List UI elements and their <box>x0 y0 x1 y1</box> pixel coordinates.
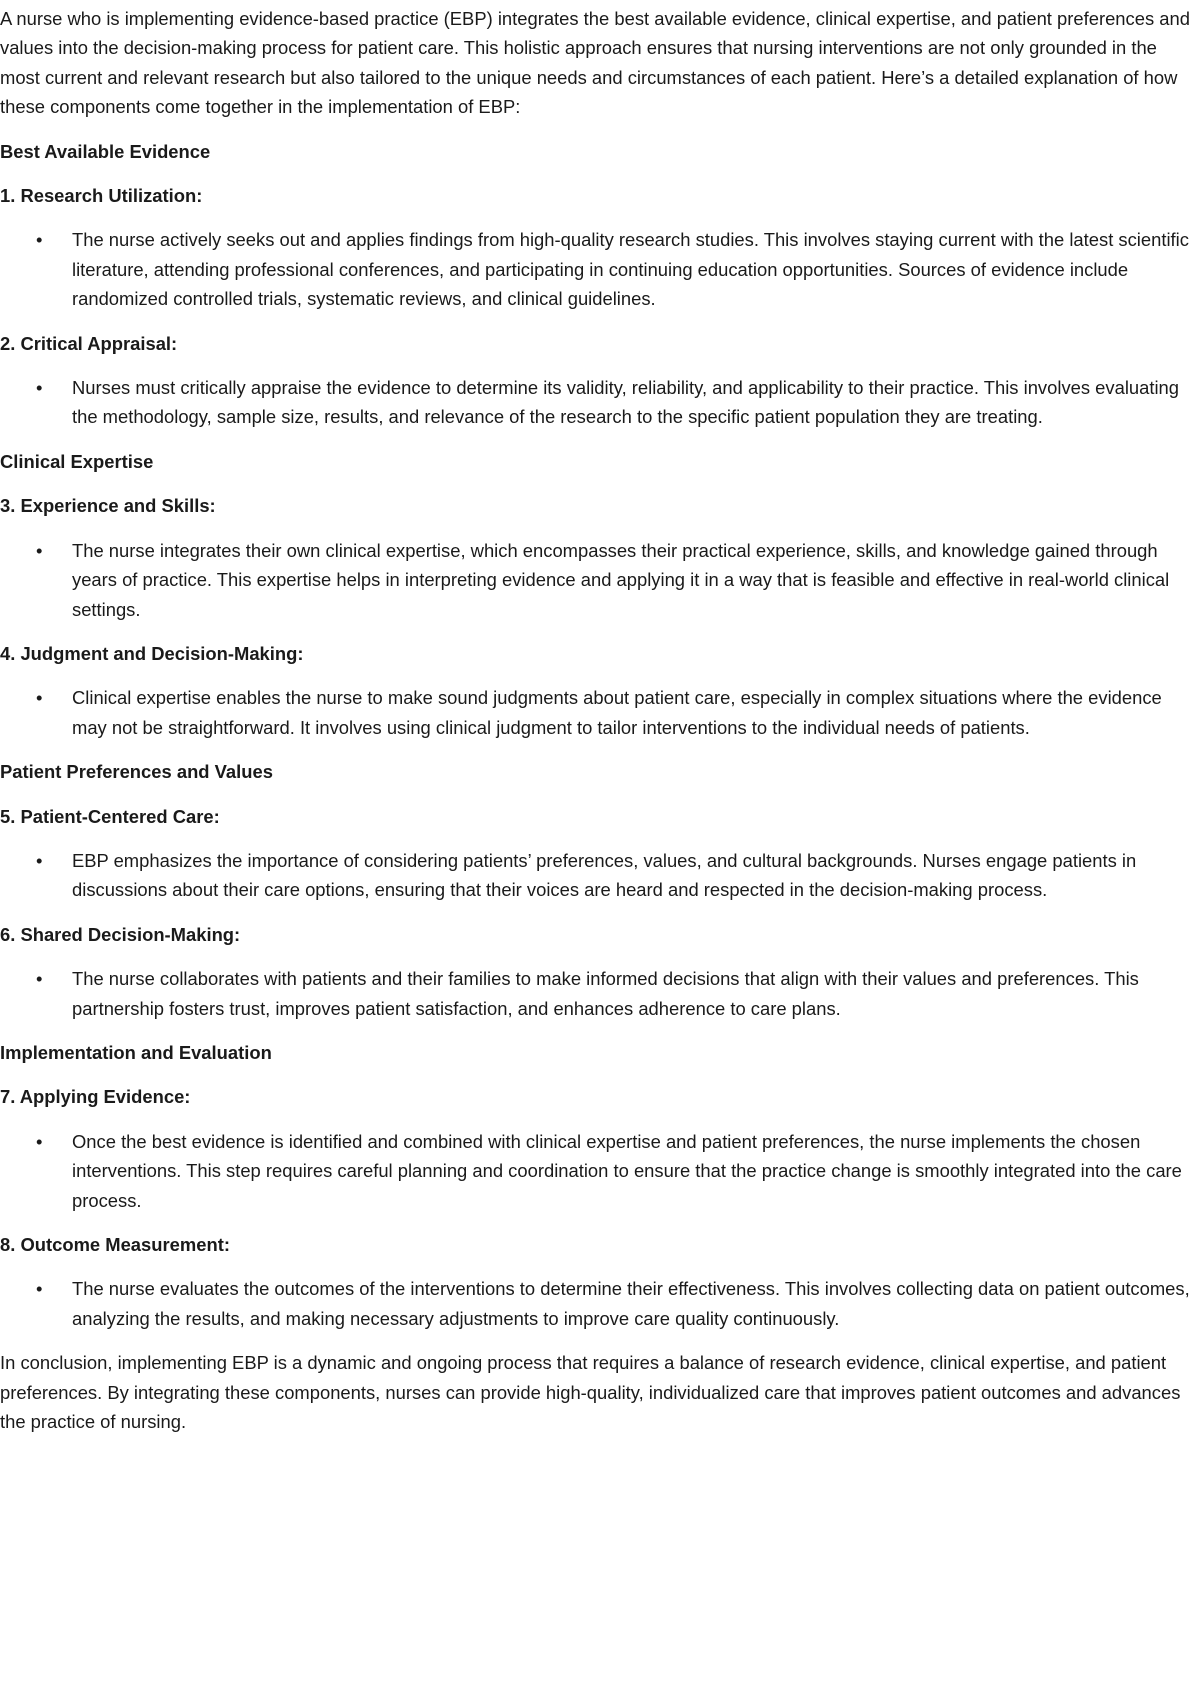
bullet-text: The nurse integrates their own clinical expertise, which encompasses their practical experience, skills, and knowledge gained through years of practice. This expertise helps in interpreting evidence and applying it in a way that is feasible and effective in real-world clinical settings. <box>72 539 1170 620</box>
bullet-list <box>0 225 1196 313</box>
list-item <box>36 373 1196 432</box>
bullet-icon: • <box>36 1130 43 1152</box>
conclusion-paragraph: In conclusion, implementing EBP is a dynamic and ongoing process that requires a balance of research evidence, clinical expertise, and patient preferences. By integrating these components, nurses can provide high-quality, individualized care that improves patient outcomes and advances the practice of nursing. <box>0 1352 1181 1433</box>
bullet-list <box>0 964 1196 1023</box>
bullet-icon: • <box>36 1278 43 1300</box>
intro-paragraph: A nurse who is implementing evidence-based practice (EBP) integrates the best available evidence, clinical expertise, and patient preferences and values into the decision-making process for patient care. This holistic approach ensures that nursing interventions are not only grounded in the most current and relevant research but also tailored to the unique needs and circumstances of each patient. Here’s a detailed explanation of how these components come together in the implementation of EBP: <box>0 8 1190 118</box>
bullet-list <box>0 536 1196 624</box>
list-item <box>36 846 1196 905</box>
section-heading-clinical-expertise: Clinical Expertise <box>0 450 154 472</box>
section-heading-implementation: Implementation and Evaluation <box>0 1041 272 1063</box>
list-item <box>36 1274 1196 1333</box>
item-heading-applying-evidence: 7. Applying Evidence: <box>0 1086 191 1108</box>
bullet-list <box>0 683 1196 742</box>
document-page <box>0 4 1196 1451</box>
item-heading-judgment: 4. Judgment and Decision-Making: <box>0 642 304 664</box>
item-heading-outcome-measurement: 8. Outcome Measurement: <box>0 1234 230 1255</box>
bullet-icon: • <box>36 539 43 561</box>
bullet-text: The nurse evaluates the outcomes of the interventions to determine their effectiveness. This involves collecting data on patient outcomes, analyzing the results, and making necessary adjustments to improve care quality continuously. <box>72 1278 1190 1329</box>
list-item <box>36 536 1196 624</box>
bullet-text: Once the best evidence is identified and combined with clinical expertise and patient preferences, the nurse implements the chosen interventions. This step requires careful planning and coordination to ensure that the practice change is smoothly integrated into the care process. <box>72 1130 1182 1211</box>
bullet-icon: • <box>36 377 43 399</box>
item-heading-experience-skills: 3. Experience and Skills: <box>0 495 216 517</box>
bullet-list <box>0 1274 1196 1333</box>
bullet-icon: • <box>36 229 43 251</box>
bullet-icon: • <box>36 968 43 990</box>
bullet-icon: • <box>36 849 43 871</box>
bullet-text: The nurse collaborates with patients and their families to make informed decisions that align with their values and preferences. This partnership fosters trust, improves patient satisfaction, and enhances adherence to care plans. <box>72 968 1139 1019</box>
item-heading-shared-decision-making: 6. Shared Decision-Making: <box>0 923 241 945</box>
bullet-list <box>0 846 1196 905</box>
bullet-text: The nurse actively seeks out and applies findings from high-quality research studies. This involves staying current with the latest scientific literature, attending professional conferences, and participating in continuing education opportunities. Sources of evidence include randomized controlled trials, systematic reviews, and clinical guidelines. <box>72 229 1189 310</box>
list-item <box>36 683 1196 742</box>
section-heading-evidence: Best Available Evidence <box>0 140 211 162</box>
section-heading-patient-preferences: Patient Preferences and Values <box>0 761 273 783</box>
list-item <box>36 964 1196 1023</box>
bullet-list <box>0 373 1196 432</box>
bullet-text: Clinical expertise enables the nurse to make sound judgments about patient care, especially in complex situations where the evidence may not be straightforward. It involves using clinical judgment to tailor interventions to the individual needs of patients. <box>72 687 1162 738</box>
item-heading-research-utilization: 1. Research Utilization: <box>0 185 203 207</box>
bullet-icon: • <box>36 687 43 709</box>
list-item <box>36 1127 1196 1215</box>
bullet-list <box>0 1127 1196 1215</box>
bullet-text: EBP emphasizes the importance of considering patients’ preferences, values, and cultural backgrounds. Nurses engage patients in discussions about their care options, ensuring that their voices are heard and respected in the decision-making process. <box>72 849 1137 901</box>
bullet-text: Nurses must critically appraise the evidence to determine its validity, reliability, and applicability to their practice. This involves evaluating the methodology, sample size, results, and relevance of the research to the specific patient population they are treating. <box>72 377 1180 428</box>
list-item <box>36 225 1196 313</box>
item-heading-critical-appraisal: 2. Critical Appraisal: <box>0 332 178 354</box>
item-heading-patient-centered-care: 5. Patient-Centered Care: <box>0 805 220 827</box>
